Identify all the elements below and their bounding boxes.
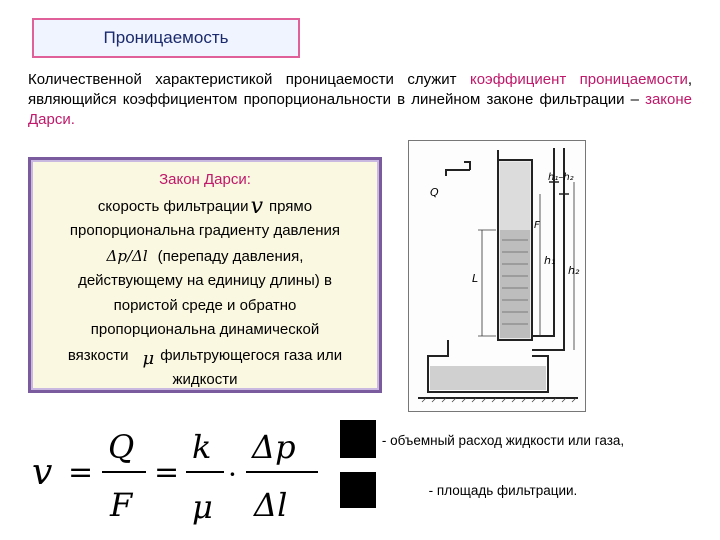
darcy-line-3	[31, 244, 379, 270]
darcy-line-3-text: (перепаду давления,	[157, 247, 304, 265]
label-h2: h₂	[568, 264, 580, 277]
page-title-text: Проницаемость	[103, 28, 229, 47]
label-q: Q	[430, 186, 439, 199]
darcy-line-1a: скорость фильтрации	[97, 197, 249, 215]
darcy-formula	[30, 420, 350, 530]
darcy-line-7b: фильтрующегося газа или	[160, 346, 343, 364]
label-f: F	[534, 220, 540, 231]
intro-paragraph	[28, 70, 692, 130]
label-h-diff: h₁–h₂	[548, 172, 574, 183]
darcy-law-box	[28, 157, 382, 393]
intro-text-1: Количественной характеристикой проницаемости служит	[28, 71, 470, 88]
darcy-line-1b: прямо	[269, 197, 313, 215]
label-l: L	[472, 272, 479, 285]
intro-term: коэффициент проницаемости	[469, 71, 688, 88]
formula-dp: Δp	[252, 428, 296, 466]
formula-eq-2: =	[154, 455, 180, 490]
velocity-symbol: v	[250, 193, 263, 219]
intro-text-2: , являющийся коэффициентом пропорциональности в линейном законе фильтрации –	[28, 71, 692, 108]
darcy-heading: Закон Дарси:	[159, 171, 251, 188]
darcy-line-2: пропорциональна градиенту давления	[69, 222, 341, 239]
viscosity-symbol: μ	[142, 347, 155, 369]
darcy-line-6: пропорциональна динамической	[90, 321, 320, 338]
intro-law: законе Дарси.	[28, 91, 692, 128]
darcy-line-5: пористой среде и обратно	[113, 296, 297, 314]
formula-dot: ·	[228, 458, 237, 491]
darcy-line-8: жидкости	[172, 371, 238, 388]
legend-f: - площадь фильтрации.	[428, 483, 578, 498]
formula-k: k	[192, 428, 212, 466]
pressure-gradient-symbol: Δp/Δl	[106, 246, 148, 265]
label-h1: h₁	[544, 254, 556, 267]
darcy-line-7	[31, 343, 379, 369]
formula-f: F	[110, 486, 133, 524]
formula-dl: Δl	[254, 486, 288, 524]
formula-v: v	[32, 452, 53, 493]
page-title	[32, 18, 300, 58]
legend-q: - объемный расход жидкости или газа,	[381, 433, 625, 448]
darcy-line-1	[31, 193, 379, 220]
darcy-apparatus-diagram	[408, 140, 586, 412]
formula-mu: μ	[192, 488, 213, 526]
darcy-line-7a: вязкости	[67, 346, 129, 364]
darcy-line-4: действующему на единицу длины) в	[78, 272, 332, 289]
formula-q: Q	[108, 428, 135, 466]
formula-eq-1: =	[68, 455, 94, 490]
